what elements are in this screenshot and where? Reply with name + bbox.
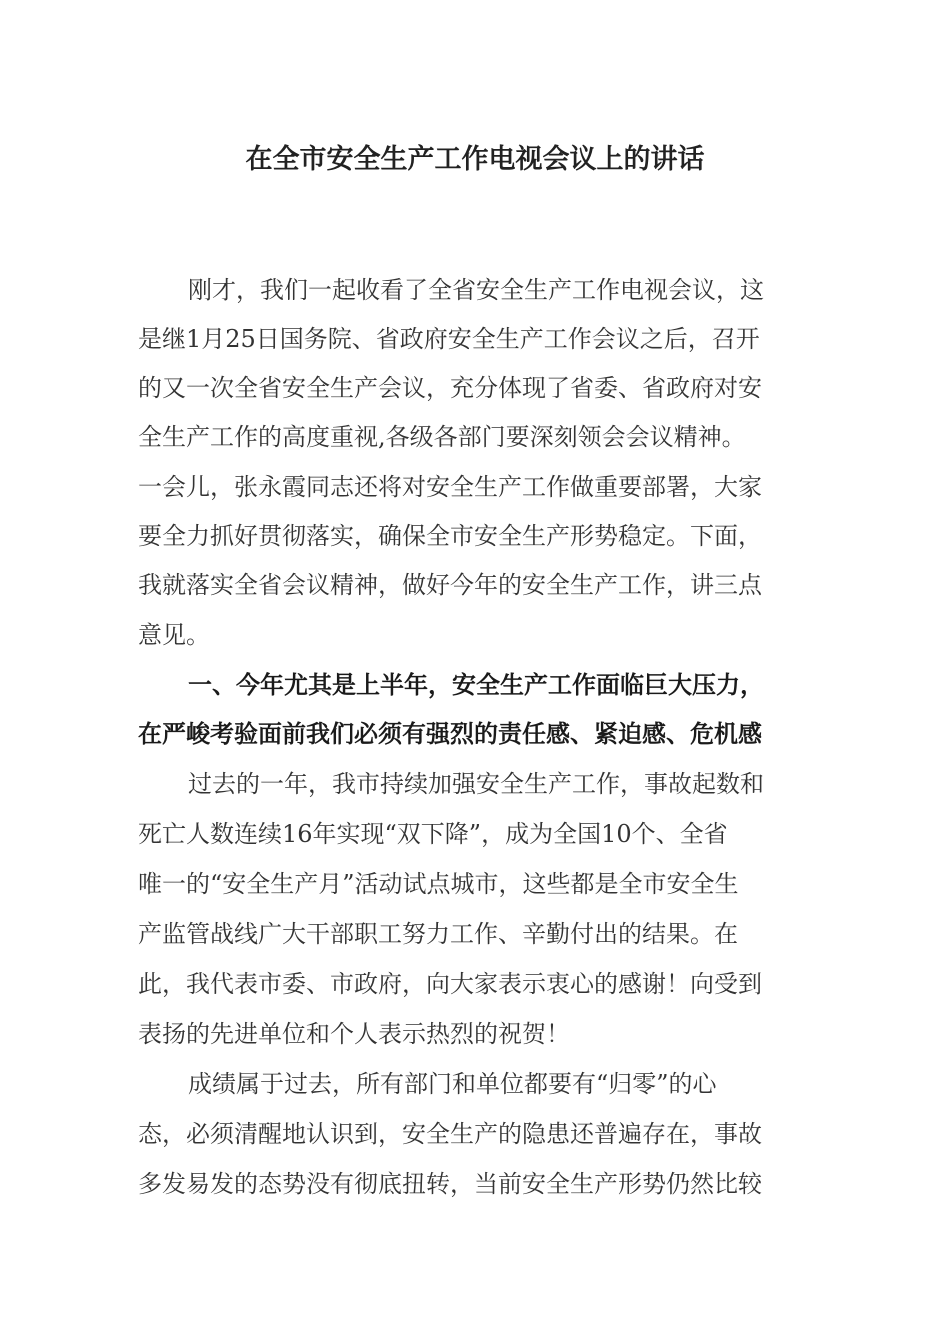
paragraph-line: 是继1月25日国务院、省政府安全生产工作会议之后，召开: [138, 325, 760, 353]
paragraph-line: 死亡人数连续16年实现“双下降”，成为全国10个、全省: [138, 820, 728, 848]
paragraph-line: 成绩属于过去，所有部门和单位都要有“归零”的心: [188, 1070, 717, 1098]
paragraph-line: 刚才，我们一起收看了全省安全生产工作电视会议，这: [188, 276, 764, 304]
paragraph-line: 意见。: [138, 621, 210, 649]
paragraph-line: 的又一次全省安全生产会议，充分体现了省委、省政府对安: [138, 374, 762, 402]
paragraph-line: 要全力抓好贯彻落实，确保全市安全生产形势稳定。下面，: [138, 522, 762, 550]
document-title: 在全市安全生产工作电视会议上的讲话: [245, 144, 705, 175]
section-heading: 在严峻考验面前我们必须有强烈的责任感、紧迫感、危机感: [138, 720, 762, 748]
paragraph-line: 产监管战线广大干部职工努力工作、辛勤付出的结果。在: [138, 920, 738, 948]
paragraph-line: 表扬的先进单位和个人表示热烈的祝贺！: [138, 1020, 570, 1048]
paragraph-line: 我就落实全省会议精神，做好今年的安全生产工作，讲三点: [138, 571, 762, 599]
paragraph-line: 此，我代表市委、市政府，向大家表示衷心的感谢！向受到: [138, 970, 762, 998]
paragraph-line: 过去的一年，我市持续加强安全生产工作，事故起数和: [188, 770, 764, 798]
paragraph-line: 多发易发的态势没有彻底扭转，当前安全生产形势仍然比较: [138, 1170, 762, 1198]
paragraph-line: 全生产工作的高度重视,各级各部门要深刻领会会议精神。: [138, 423, 746, 451]
paragraph-line: 一会儿，张永霞同志还将对安全生产工作做重要部署，大家: [138, 473, 762, 501]
paragraph-line: 态，必须清醒地认识到，安全生产的隐患还普遍存在，事故: [138, 1120, 762, 1148]
paragraph-line: 唯一的“安全生产月”活动试点城市，这些都是全市安全生: [138, 870, 739, 898]
section-heading: 一、今年尤其是上半年，安全生产工作面临巨大压力，: [188, 671, 764, 699]
